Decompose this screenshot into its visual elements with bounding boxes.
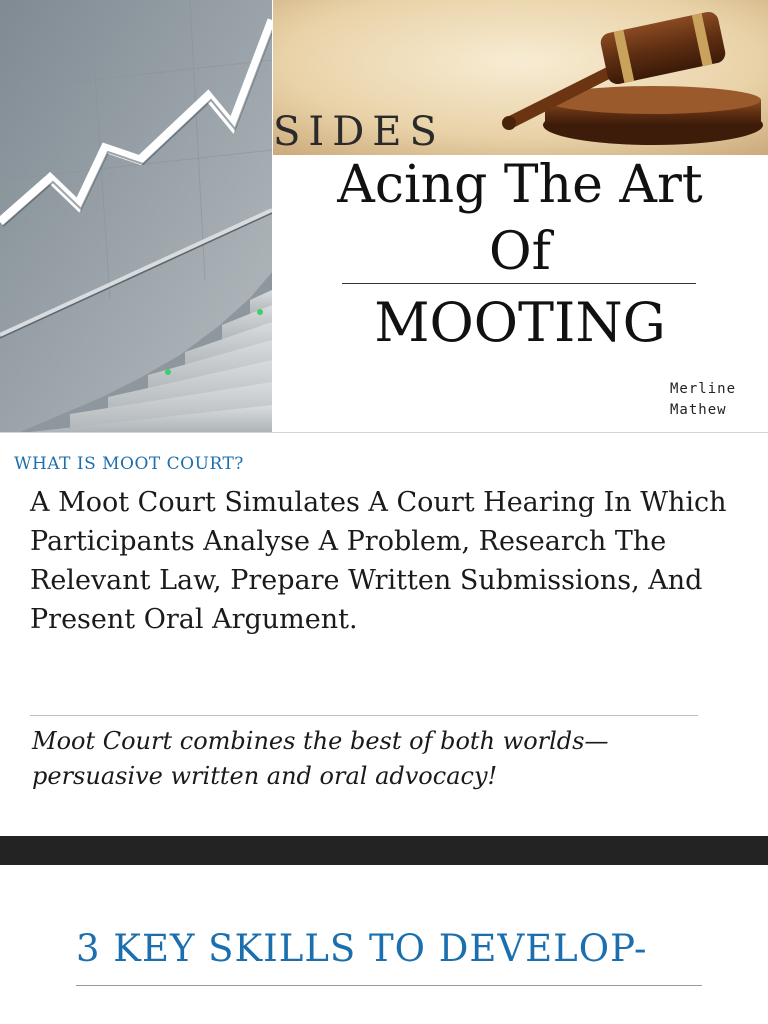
- title-divider: [342, 283, 696, 284]
- skills-divider: [76, 985, 702, 986]
- author-first-name: Merline: [670, 381, 737, 397]
- sides-image-text: SIDES: [273, 109, 445, 155]
- quote-divider: [30, 715, 698, 716]
- quote-line-2: persuasive written and oral advocacy!: [32, 762, 498, 790]
- definition-text: A Moot Court Simulates A Court Hearing In Which Participants Analyse A Problem, Research The Relevant Law, Prepare Written Submissions, And Present Oral Argument.: [30, 487, 727, 635]
- skills-slide: [0, 865, 768, 1024]
- title-line-2: Of: [489, 222, 551, 282]
- title-slide: [0, 0, 768, 432]
- title: [300, 152, 740, 286]
- title-line-1: Acing The Art: [337, 155, 703, 215]
- quote-line-1: Moot Court combines the best of both worlds—: [32, 727, 609, 755]
- section-heading: WHAT IS MOOT COURT?: [14, 454, 244, 474]
- definition-slide: [0, 433, 768, 836]
- stairs-growth-chart-image: [0, 0, 272, 432]
- author: [670, 379, 760, 421]
- title-line-3: MOOTING: [374, 291, 666, 354]
- quote: [32, 724, 732, 794]
- skills-heading: 3 KEY SKILLS TO DEVELOP-: [76, 927, 648, 970]
- author-last-name: Mathew: [670, 402, 727, 418]
- slide-separator-band: [0, 836, 768, 865]
